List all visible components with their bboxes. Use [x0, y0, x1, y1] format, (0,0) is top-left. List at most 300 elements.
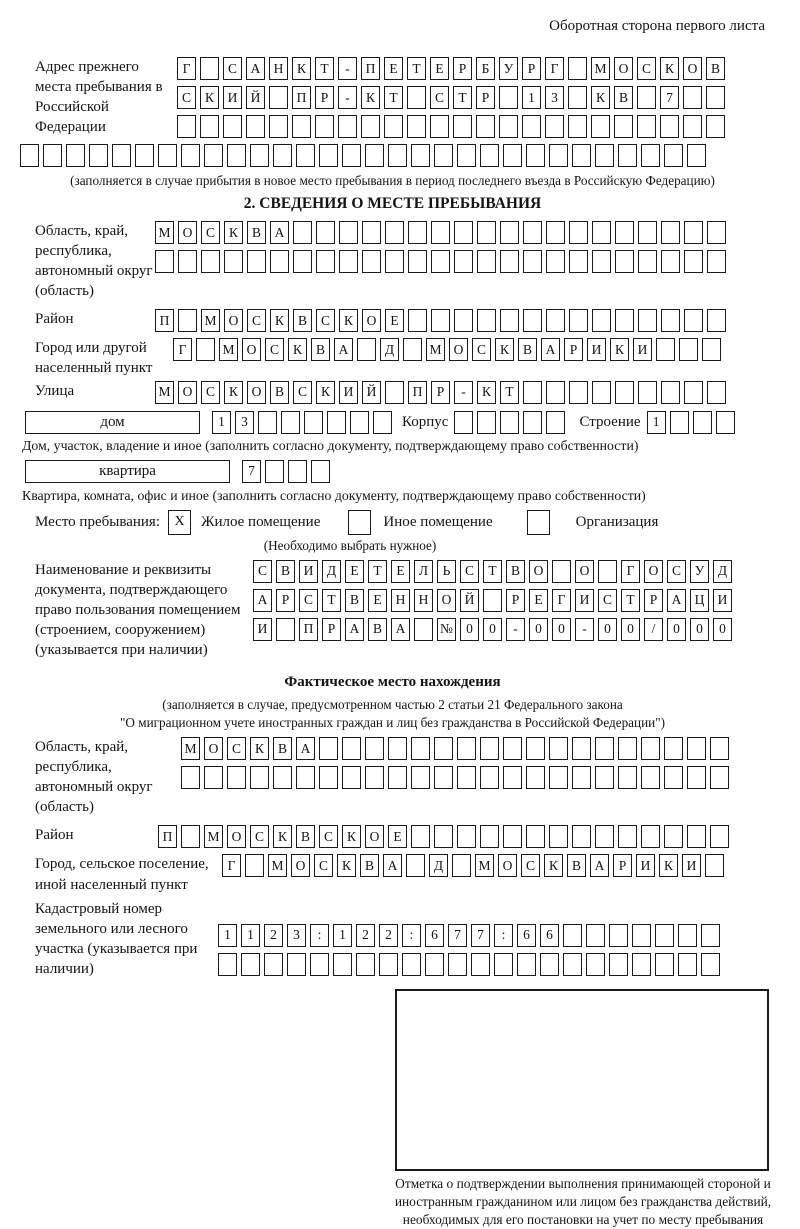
char-box[interactable]: 2	[379, 924, 398, 947]
char-box[interactable]: Н	[391, 589, 410, 612]
char-box[interactable]: С	[293, 381, 312, 404]
char-box[interactable]: В	[345, 589, 364, 612]
char-box[interactable]	[434, 766, 453, 789]
char-box[interactable]	[655, 953, 674, 976]
char-box[interactable]: Р	[506, 589, 525, 612]
char-box[interactable]	[316, 221, 335, 244]
char-box[interactable]: Т	[621, 589, 640, 612]
char-box[interactable]: В	[567, 854, 586, 877]
char-box[interactable]: Г	[173, 338, 192, 361]
char-box[interactable]: О	[644, 560, 663, 583]
char-box[interactable]	[408, 221, 427, 244]
char-box[interactable]	[181, 144, 200, 167]
char-box[interactable]: О	[449, 338, 468, 361]
char-box[interactable]	[385, 221, 404, 244]
char-box[interactable]	[457, 766, 476, 789]
char-box[interactable]: Л	[414, 560, 433, 583]
char-box[interactable]: А	[334, 338, 353, 361]
char-box[interactable]: С	[319, 825, 338, 848]
char-box[interactable]: О	[224, 309, 243, 332]
char-box[interactable]: 0	[529, 618, 548, 641]
char-box[interactable]	[523, 381, 542, 404]
char-box[interactable]	[615, 221, 634, 244]
char-box[interactable]	[618, 825, 637, 848]
char-box[interactable]	[365, 766, 384, 789]
char-box[interactable]: У	[499, 57, 518, 80]
char-box[interactable]	[454, 250, 473, 273]
char-box[interactable]: -	[575, 618, 594, 641]
char-box[interactable]: А	[383, 854, 402, 877]
char-box[interactable]	[549, 144, 568, 167]
char-box[interactable]: Й	[362, 381, 381, 404]
char-box[interactable]: Р	[613, 854, 632, 877]
char-box[interactable]	[471, 953, 490, 976]
char-box[interactable]	[20, 144, 39, 167]
char-box[interactable]	[563, 953, 582, 976]
char-box[interactable]	[181, 766, 200, 789]
char-box[interactable]: Г	[552, 589, 571, 612]
char-box[interactable]	[342, 737, 361, 760]
char-box[interactable]	[218, 953, 237, 976]
char-box[interactable]: 7	[448, 924, 467, 947]
char-box[interactable]	[618, 766, 637, 789]
char-box[interactable]	[362, 250, 381, 273]
char-box[interactable]: О	[529, 560, 548, 583]
char-box[interactable]	[523, 309, 542, 332]
char-box[interactable]: К	[292, 57, 311, 80]
char-box[interactable]: Т	[368, 560, 387, 583]
char-box[interactable]	[632, 953, 651, 976]
char-box[interactable]	[569, 221, 588, 244]
char-box[interactable]	[549, 825, 568, 848]
char-box[interactable]	[618, 737, 637, 760]
char-box[interactable]: Е	[385, 309, 404, 332]
char-box[interactable]	[310, 953, 329, 976]
char-box[interactable]	[569, 381, 588, 404]
char-box[interactable]	[384, 115, 403, 138]
char-box[interactable]: О	[614, 57, 633, 80]
char-box[interactable]	[250, 144, 269, 167]
char-box[interactable]	[276, 618, 295, 641]
char-box[interactable]: Е	[391, 560, 410, 583]
char-box[interactable]: С	[430, 86, 449, 109]
char-box[interactable]: 1	[218, 924, 237, 947]
char-box[interactable]	[503, 825, 522, 848]
char-box[interactable]: С	[316, 309, 335, 332]
char-box[interactable]	[425, 953, 444, 976]
char-box[interactable]	[523, 250, 542, 273]
char-box[interactable]: К	[659, 854, 678, 877]
char-box[interactable]	[569, 250, 588, 273]
char-box[interactable]	[454, 221, 473, 244]
char-box[interactable]: С	[227, 737, 246, 760]
char-box[interactable]	[503, 737, 522, 760]
char-box[interactable]	[678, 924, 697, 947]
char-box[interactable]	[598, 560, 617, 583]
char-box[interactable]: К	[544, 854, 563, 877]
char-box[interactable]: К	[273, 825, 292, 848]
char-box[interactable]: А	[246, 57, 265, 80]
char-box[interactable]	[158, 144, 177, 167]
char-box[interactable]: П	[361, 57, 380, 80]
char-box[interactable]	[388, 144, 407, 167]
char-box[interactable]	[407, 86, 426, 109]
char-box[interactable]	[315, 115, 334, 138]
char-box[interactable]	[569, 309, 588, 332]
char-box[interactable]	[477, 411, 496, 434]
char-box[interactable]	[523, 411, 542, 434]
char-box[interactable]	[641, 737, 660, 760]
char-box[interactable]: Р	[431, 381, 450, 404]
char-box[interactable]	[296, 766, 315, 789]
char-box[interactable]	[273, 766, 292, 789]
char-box[interactable]: М	[181, 737, 200, 760]
char-box[interactable]	[43, 144, 62, 167]
char-box[interactable]: И	[575, 589, 594, 612]
char-box[interactable]	[362, 221, 381, 244]
char-box[interactable]: С	[247, 309, 266, 332]
char-box[interactable]: В	[614, 86, 633, 109]
char-box[interactable]	[356, 953, 375, 976]
char-box[interactable]: Р	[564, 338, 583, 361]
char-box[interactable]: К	[288, 338, 307, 361]
char-box[interactable]	[637, 86, 656, 109]
char-box[interactable]: О	[178, 221, 197, 244]
char-box[interactable]: А	[391, 618, 410, 641]
char-box[interactable]: А	[296, 737, 315, 760]
char-box[interactable]: Б	[476, 57, 495, 80]
char-box[interactable]: К	[610, 338, 629, 361]
char-box[interactable]	[670, 411, 689, 434]
char-box[interactable]	[483, 589, 502, 612]
char-box[interactable]: К	[224, 381, 243, 404]
char-box[interactable]: П	[408, 381, 427, 404]
char-box[interactable]	[434, 737, 453, 760]
char-box[interactable]: М	[155, 221, 174, 244]
char-box[interactable]	[710, 737, 729, 760]
char-box[interactable]	[499, 115, 518, 138]
char-box[interactable]: С	[460, 560, 479, 583]
char-box[interactable]: Р	[276, 589, 295, 612]
char-box[interactable]: П	[292, 86, 311, 109]
char-box[interactable]	[545, 115, 564, 138]
apartment-type-box[interactable]: квартира	[25, 460, 230, 483]
char-box[interactable]: 6	[540, 924, 559, 947]
char-box[interactable]	[411, 766, 430, 789]
char-box[interactable]	[477, 221, 496, 244]
char-box[interactable]: В	[706, 57, 725, 80]
char-box[interactable]: Т	[500, 381, 519, 404]
char-box[interactable]	[357, 338, 376, 361]
char-box[interactable]: Ц	[690, 589, 709, 612]
char-box[interactable]: В	[360, 854, 379, 877]
char-box[interactable]	[431, 221, 450, 244]
char-box[interactable]: А	[253, 589, 272, 612]
char-box[interactable]: У	[690, 560, 709, 583]
char-box[interactable]	[661, 221, 680, 244]
char-box[interactable]	[200, 57, 219, 80]
char-box[interactable]	[683, 115, 702, 138]
char-box[interactable]	[706, 86, 725, 109]
char-box[interactable]: И	[713, 589, 732, 612]
char-box[interactable]	[350, 411, 369, 434]
char-box[interactable]	[247, 250, 266, 273]
char-box[interactable]: К	[361, 86, 380, 109]
char-box[interactable]	[710, 825, 729, 848]
char-box[interactable]: О	[498, 854, 517, 877]
char-box[interactable]: К	[591, 86, 610, 109]
char-box[interactable]	[457, 737, 476, 760]
char-box[interactable]	[385, 381, 404, 404]
char-box[interactable]: Е	[384, 57, 403, 80]
char-box[interactable]	[480, 144, 499, 167]
char-box[interactable]: М	[268, 854, 287, 877]
char-box[interactable]	[546, 309, 565, 332]
char-box[interactable]: М	[201, 309, 220, 332]
char-box[interactable]	[388, 766, 407, 789]
char-box[interactable]: В	[518, 338, 537, 361]
char-box[interactable]: 6	[425, 924, 444, 947]
char-box[interactable]	[702, 338, 721, 361]
char-box[interactable]	[339, 250, 358, 273]
char-box[interactable]	[526, 825, 545, 848]
char-box[interactable]	[661, 381, 680, 404]
char-box[interactable]: К	[477, 381, 496, 404]
checkbox-residential[interactable]: X	[168, 510, 191, 535]
char-box[interactable]: И	[636, 854, 655, 877]
char-box[interactable]	[245, 854, 264, 877]
char-box[interactable]	[638, 309, 657, 332]
char-box[interactable]	[618, 144, 637, 167]
char-box[interactable]: К	[316, 381, 335, 404]
char-box[interactable]: 0	[713, 618, 732, 641]
char-box[interactable]	[615, 381, 634, 404]
char-box[interactable]: С	[637, 57, 656, 80]
char-box[interactable]: П	[299, 618, 318, 641]
char-box[interactable]: К	[270, 309, 289, 332]
char-box[interactable]: И	[682, 854, 701, 877]
char-box[interactable]: 1	[647, 411, 666, 434]
char-box[interactable]	[500, 221, 519, 244]
char-box[interactable]	[615, 309, 634, 332]
char-box[interactable]	[246, 115, 265, 138]
char-box[interactable]	[342, 144, 361, 167]
char-box[interactable]	[155, 250, 174, 273]
char-box[interactable]	[701, 924, 720, 947]
char-box[interactable]	[706, 115, 725, 138]
char-box[interactable]: Е	[388, 825, 407, 848]
char-box[interactable]	[452, 854, 471, 877]
char-box[interactable]: Е	[345, 560, 364, 583]
char-box[interactable]	[637, 115, 656, 138]
char-box[interactable]	[641, 766, 660, 789]
char-box[interactable]	[338, 115, 357, 138]
char-box[interactable]	[224, 250, 243, 273]
char-box[interactable]: О	[291, 854, 310, 877]
char-box[interactable]	[664, 144, 683, 167]
char-box[interactable]	[540, 953, 559, 976]
char-box[interactable]	[526, 144, 545, 167]
char-box[interactable]	[373, 411, 392, 434]
char-box[interactable]	[614, 115, 633, 138]
char-box[interactable]	[609, 924, 628, 947]
char-box[interactable]	[223, 115, 242, 138]
char-box[interactable]	[480, 737, 499, 760]
char-box[interactable]: М	[426, 338, 445, 361]
char-box[interactable]: 0	[690, 618, 709, 641]
char-box[interactable]	[595, 766, 614, 789]
char-box[interactable]: Т	[407, 57, 426, 80]
char-box[interactable]	[592, 221, 611, 244]
char-box[interactable]: :	[402, 924, 421, 947]
char-box[interactable]	[563, 924, 582, 947]
char-box[interactable]	[632, 924, 651, 947]
char-box[interactable]	[196, 338, 215, 361]
char-box[interactable]	[568, 115, 587, 138]
char-box[interactable]	[296, 144, 315, 167]
char-box[interactable]: О	[178, 381, 197, 404]
char-box[interactable]	[638, 381, 657, 404]
char-box[interactable]	[408, 309, 427, 332]
char-box[interactable]	[304, 411, 323, 434]
char-box[interactable]: 0	[621, 618, 640, 641]
char-box[interactable]	[655, 924, 674, 947]
char-box[interactable]	[411, 825, 430, 848]
char-box[interactable]: Г	[621, 560, 640, 583]
char-box[interactable]	[480, 825, 499, 848]
char-box[interactable]: Г	[177, 57, 196, 80]
char-box[interactable]	[457, 144, 476, 167]
char-box[interactable]	[500, 411, 519, 434]
char-box[interactable]	[679, 338, 698, 361]
char-box[interactable]: В	[273, 737, 292, 760]
char-box[interactable]: -	[338, 86, 357, 109]
char-box[interactable]	[707, 381, 726, 404]
char-box[interactable]: К	[337, 854, 356, 877]
char-box[interactable]	[687, 766, 706, 789]
char-box[interactable]: Р	[476, 86, 495, 109]
char-box[interactable]	[431, 309, 450, 332]
char-box[interactable]	[615, 250, 634, 273]
char-box[interactable]: №	[437, 618, 456, 641]
char-box[interactable]	[385, 250, 404, 273]
char-box[interactable]	[592, 381, 611, 404]
char-box[interactable]: О	[362, 309, 381, 332]
char-box[interactable]: 0	[460, 618, 479, 641]
char-box[interactable]: М	[204, 825, 223, 848]
char-box[interactable]	[178, 250, 197, 273]
char-box[interactable]	[181, 825, 200, 848]
char-box[interactable]	[503, 766, 522, 789]
char-box[interactable]	[591, 115, 610, 138]
char-box[interactable]: О	[204, 737, 223, 760]
char-box[interactable]: С	[223, 57, 242, 80]
char-box[interactable]	[661, 250, 680, 273]
char-box[interactable]	[434, 825, 453, 848]
char-box[interactable]	[638, 221, 657, 244]
char-box[interactable]	[265, 460, 284, 483]
char-box[interactable]: 0	[552, 618, 571, 641]
char-box[interactable]	[361, 115, 380, 138]
char-box[interactable]	[707, 221, 726, 244]
char-box[interactable]: 3	[235, 411, 254, 434]
char-box[interactable]	[595, 737, 614, 760]
char-box[interactable]	[687, 144, 706, 167]
char-box[interactable]	[586, 924, 605, 947]
char-box[interactable]: 0	[483, 618, 502, 641]
char-box[interactable]	[503, 144, 522, 167]
char-box[interactable]: С	[177, 86, 196, 109]
char-box[interactable]: Р	[315, 86, 334, 109]
char-box[interactable]	[365, 144, 384, 167]
char-box[interactable]: 1	[333, 924, 352, 947]
char-box[interactable]	[546, 381, 565, 404]
char-box[interactable]	[523, 221, 542, 244]
char-box[interactable]	[500, 309, 519, 332]
char-box[interactable]	[457, 825, 476, 848]
char-box[interactable]	[112, 144, 131, 167]
char-box[interactable]	[379, 953, 398, 976]
char-box[interactable]	[716, 411, 735, 434]
char-box[interactable]	[500, 250, 519, 273]
char-box[interactable]	[388, 737, 407, 760]
char-box[interactable]: А	[541, 338, 560, 361]
char-box[interactable]	[477, 309, 496, 332]
char-box[interactable]: И	[587, 338, 606, 361]
char-box[interactable]	[204, 144, 223, 167]
char-box[interactable]	[201, 250, 220, 273]
char-box[interactable]: Е	[430, 57, 449, 80]
char-box[interactable]	[684, 221, 703, 244]
char-box[interactable]	[319, 737, 338, 760]
char-box[interactable]	[586, 953, 605, 976]
char-box[interactable]	[477, 250, 496, 273]
char-box[interactable]: -	[506, 618, 525, 641]
char-box[interactable]: Е	[529, 589, 548, 612]
house-type-box[interactable]: дом	[25, 411, 200, 434]
char-box[interactable]: 0	[598, 618, 617, 641]
char-box[interactable]: /	[644, 618, 663, 641]
char-box[interactable]	[641, 825, 660, 848]
char-box[interactable]: Д	[380, 338, 399, 361]
char-box[interactable]	[431, 250, 450, 273]
char-box[interactable]	[693, 411, 712, 434]
char-box[interactable]	[316, 250, 335, 273]
char-box[interactable]: Н	[414, 589, 433, 612]
char-box[interactable]	[638, 250, 657, 273]
char-box[interactable]: И	[633, 338, 652, 361]
char-box[interactable]: С	[314, 854, 333, 877]
char-box[interactable]	[89, 144, 108, 167]
char-box[interactable]: С	[201, 381, 220, 404]
char-box[interactable]	[568, 86, 587, 109]
char-box[interactable]: Г	[222, 854, 241, 877]
char-box[interactable]	[135, 144, 154, 167]
char-box[interactable]: К	[495, 338, 514, 361]
char-box[interactable]	[552, 560, 571, 583]
char-box[interactable]: В	[293, 309, 312, 332]
char-box[interactable]	[327, 411, 346, 434]
char-box[interactable]: О	[683, 57, 702, 80]
char-box[interactable]: С	[521, 854, 540, 877]
char-box[interactable]: С	[201, 221, 220, 244]
char-box[interactable]: 7	[660, 86, 679, 109]
char-box[interactable]: Р	[453, 57, 472, 80]
char-box[interactable]	[319, 144, 338, 167]
char-box[interactable]	[595, 825, 614, 848]
char-box[interactable]	[572, 825, 591, 848]
char-box[interactable]	[448, 953, 467, 976]
